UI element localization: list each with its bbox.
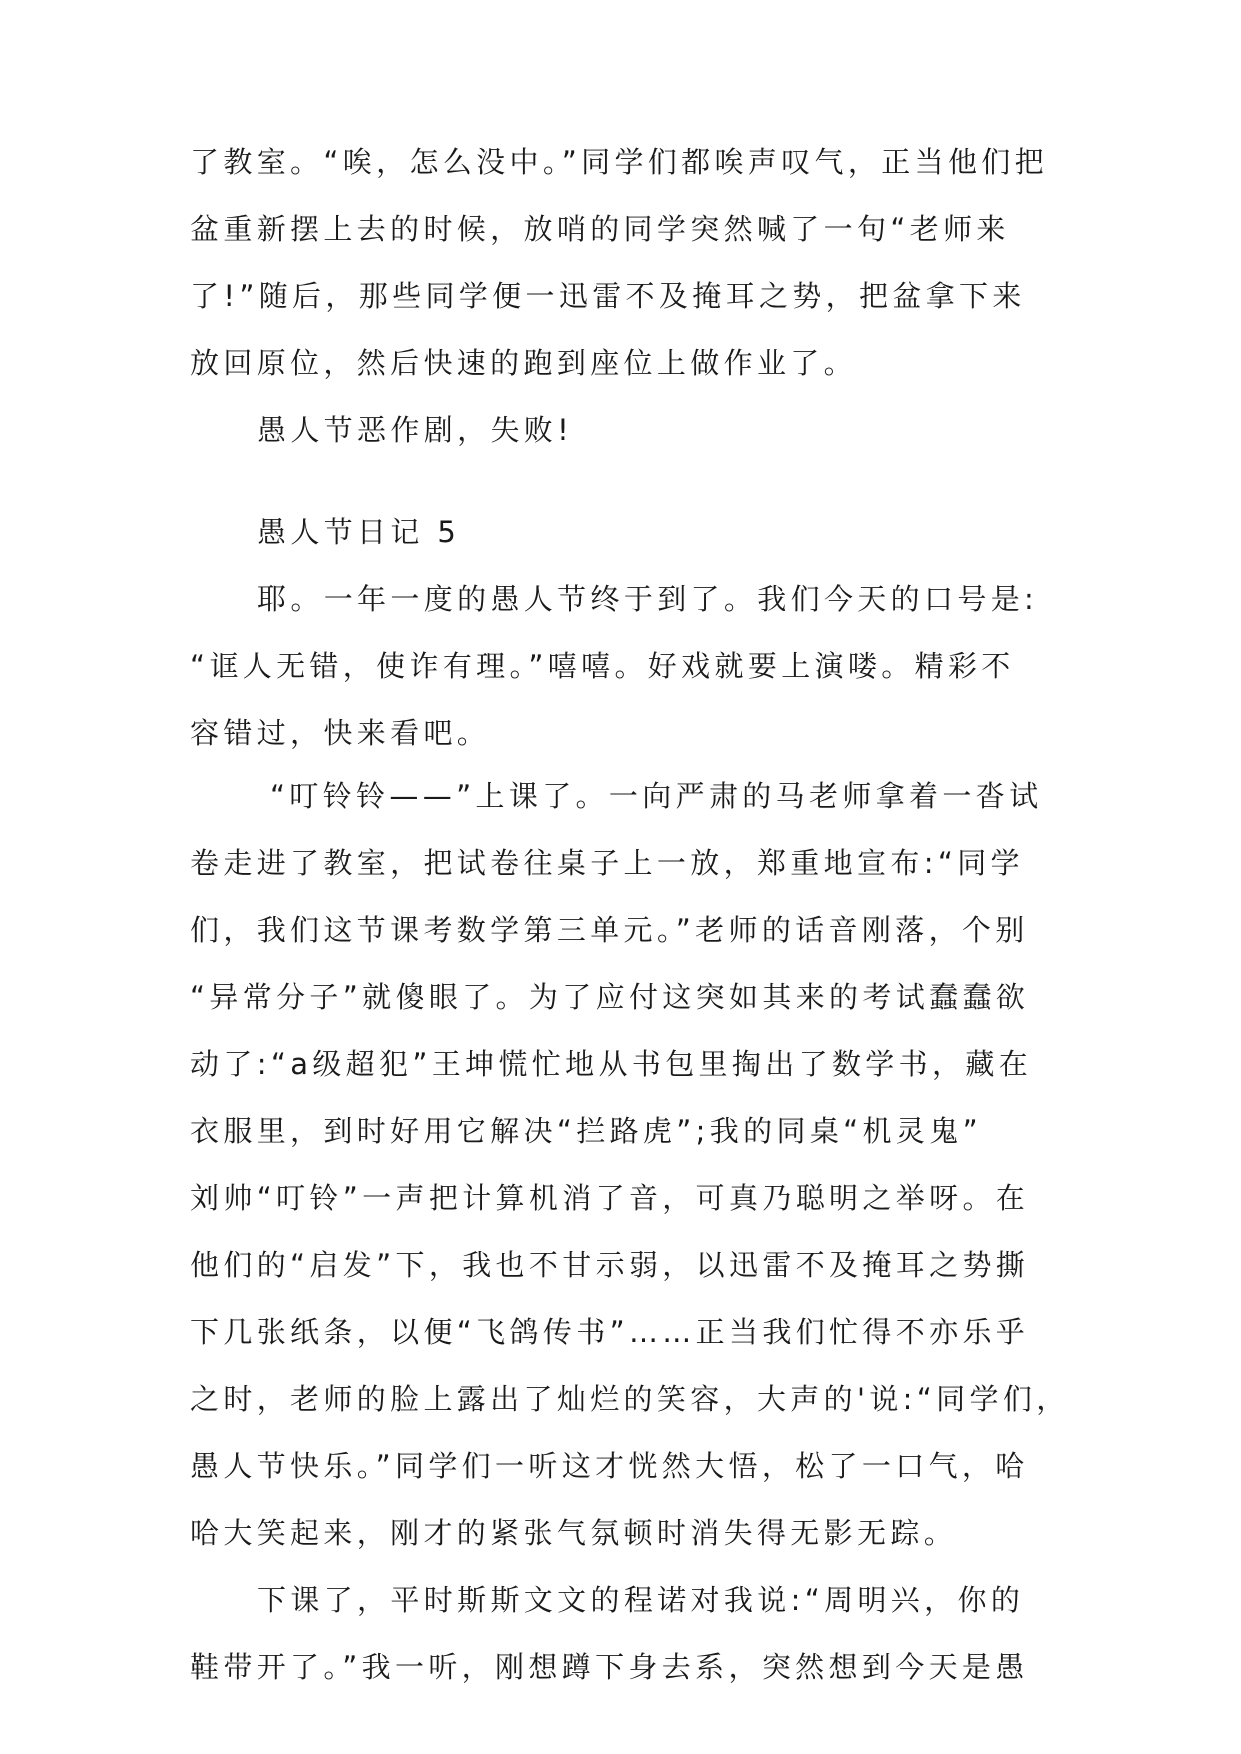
paragraph-line: 愚人节恶作剧，失败! xyxy=(257,413,574,447)
paragraph-line: 耶。一年一度的愚人节终于到了。我们今天的口号是: xyxy=(257,582,1039,616)
paragraph-line: 他们的“启发”下，我也不甘示弱，以迅雷不及掩耳之势撕 xyxy=(190,1248,1030,1282)
paragraph-line: “叮铃铃——”上课了。一向严肃的马老师拿着一沓试 xyxy=(270,779,1043,813)
paragraph-line: 卷走进了教室，把试卷往桌子上一放，郑重地宣布:“同学 xyxy=(190,846,1024,880)
paragraph-line: 愚人节快乐。”同学们一听这才恍然大悟，松了一口气，哈 xyxy=(190,1449,1029,1483)
paragraph-line: 之时，老师的脸上露出了灿烂的笑容，大声的'说:“同学们， xyxy=(190,1382,1070,1416)
paragraph-line: 容错过，快来看吧。 xyxy=(190,716,491,750)
paragraph-line: 下课了，平时斯斯文文的程诺对我说:“周明兴，你的 xyxy=(257,1583,1025,1617)
paragraph-line: 刘帅“叮铃”一声把计算机消了音，可真乃聪明之举呀。在 xyxy=(190,1181,1030,1215)
paragraph-line: 下几张纸条，以便“飞鸽传书”……正当我们忙得不亦乐乎 xyxy=(190,1315,1030,1349)
paragraph-line: 动了:“a级超犯”王坤慌忙地从书包里掏出了数学书，藏在 xyxy=(190,1047,1033,1081)
paragraph-line: 哈大笑起来，刚才的紧张气氛顿时消失得无影无踪。 xyxy=(190,1516,958,1550)
paragraph-line: 了!”随后，那些同学便一迅雷不及掩耳之势，把盆拿下来 xyxy=(190,279,1026,313)
paragraph-line: 衣服里，到时好用它解决“拦路虎”;我的同桌“机灵鬼” xyxy=(190,1114,982,1148)
paragraph-line: 放回原位，然后快速的跑到座位上做作业了。 xyxy=(190,346,858,380)
paragraph-line: 们，我们这节课考数学第三单元。”老师的话音刚落，个别 xyxy=(190,913,1029,947)
paragraph-line: 盆重新摆上去的时候，放哨的同学突然喊了一句“老师来 xyxy=(190,212,1010,246)
paragraph-line: 了教室。“唉，怎么没中。”同学们都唉声叹气，正当他们把 xyxy=(190,145,1048,179)
paragraph-line: “诓人无错，使诈有理。”嘻嘻。好戏就要上演喽。精彩不 xyxy=(190,649,1015,683)
section-heading: 愚人节日记 5 xyxy=(257,515,461,549)
paragraph-line: 鞋带开了。”我一听，刚想蹲下身去系，突然想到今天是愚 xyxy=(190,1650,1029,1684)
paragraph-line: “异常分子”就傻眼了。为了应付这突如其来的考试蠢蠢欲 xyxy=(190,980,1030,1014)
